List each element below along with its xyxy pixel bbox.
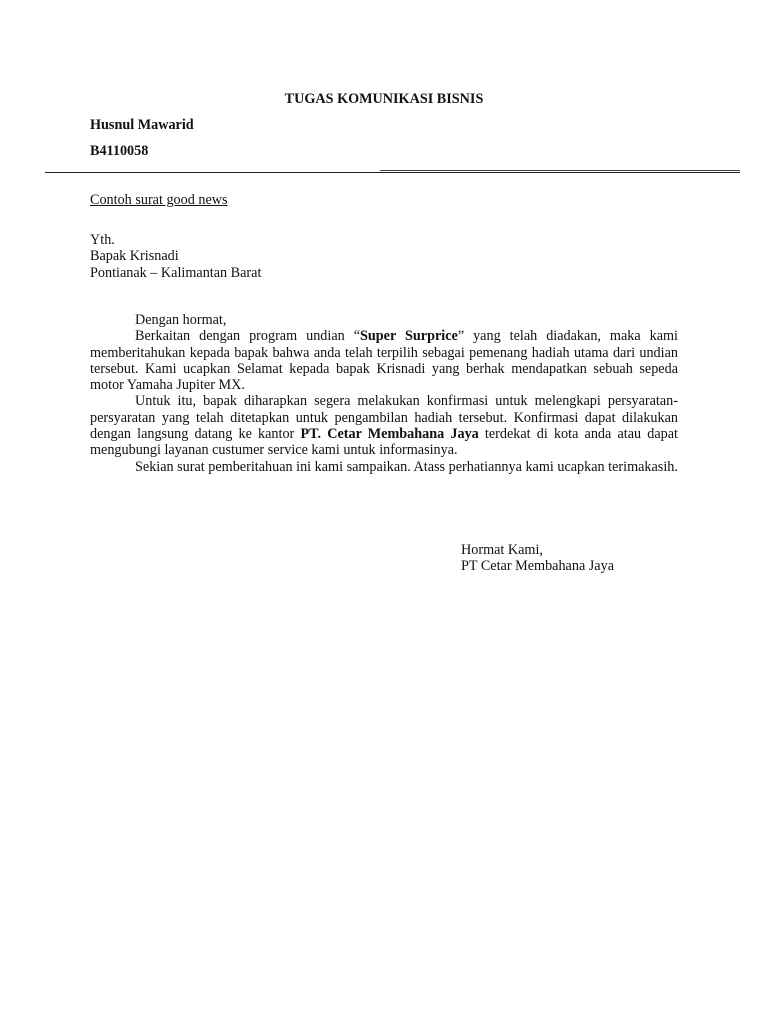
signature-company: PT Cetar Membahana Jaya <box>461 558 614 575</box>
company-name: PT. Cetar Membahana Jaya <box>300 426 479 443</box>
author-id: B4110058 <box>90 143 149 159</box>
address-line-greeting: Yth. <box>90 232 115 248</box>
paragraph-2-text-end: terdekat di kota anda atau dapat mengubungi layanan custumer service kami untuk informasinya. <box>90 426 678 459</box>
letter-paragraph-2 <box>90 393 678 458</box>
program-name: Super Surprice <box>360 328 458 345</box>
signature-block <box>461 542 614 575</box>
document-title: TUGAS KOMUNIKASI BISNIS <box>284 91 484 107</box>
paragraph-2-text-start: Untuk itu, bapak diharapkan segera melakukan konfirmasi untuk melengkapi persyaratan-persyaratan yang telah ditetapkan untuk pengambilan hadiah tersebut. Konfirmasi dapat dilakukan dengan langsung datang ke kantor <box>90 393 678 443</box>
letter-paragraph-1 <box>90 328 678 393</box>
paragraph-1-text-end: ” yang telah diadakan, maka kami memberitahukan kepada bapak bahwa anda telah terpilih sebagai pemenang hadiah utama dari undian tersebut. Kami ucapkan Selamat kepada bapak Krisnadi yang berhak mendapatkan sebuah sepeda motor Yamaha Jupiter MX. <box>90 328 679 394</box>
header-divider-accent <box>380 170 740 171</box>
letter-body <box>90 312 678 475</box>
address-line-recipient: Bapak Krisnadi <box>90 248 179 265</box>
letter-paragraph-3: Sekian surat pemberitahuan ini kami sampaikan. Atass perhatiannya kami ucapkan terimakasih. <box>135 458 678 475</box>
signature-closing: Hormat Kami, <box>461 542 543 558</box>
letter-subject: Contoh surat good news <box>90 192 228 208</box>
recipient-address <box>90 232 261 281</box>
address-line-location: Pontianak – Kalimantan Barat <box>90 264 262 281</box>
author-name: Husnul Mawarid <box>90 117 194 133</box>
header-divider <box>45 172 740 173</box>
letter-salutation: Dengan hormat, <box>135 312 227 328</box>
paragraph-1-text-start: Berkaitan dengan program undian “ <box>135 328 361 345</box>
